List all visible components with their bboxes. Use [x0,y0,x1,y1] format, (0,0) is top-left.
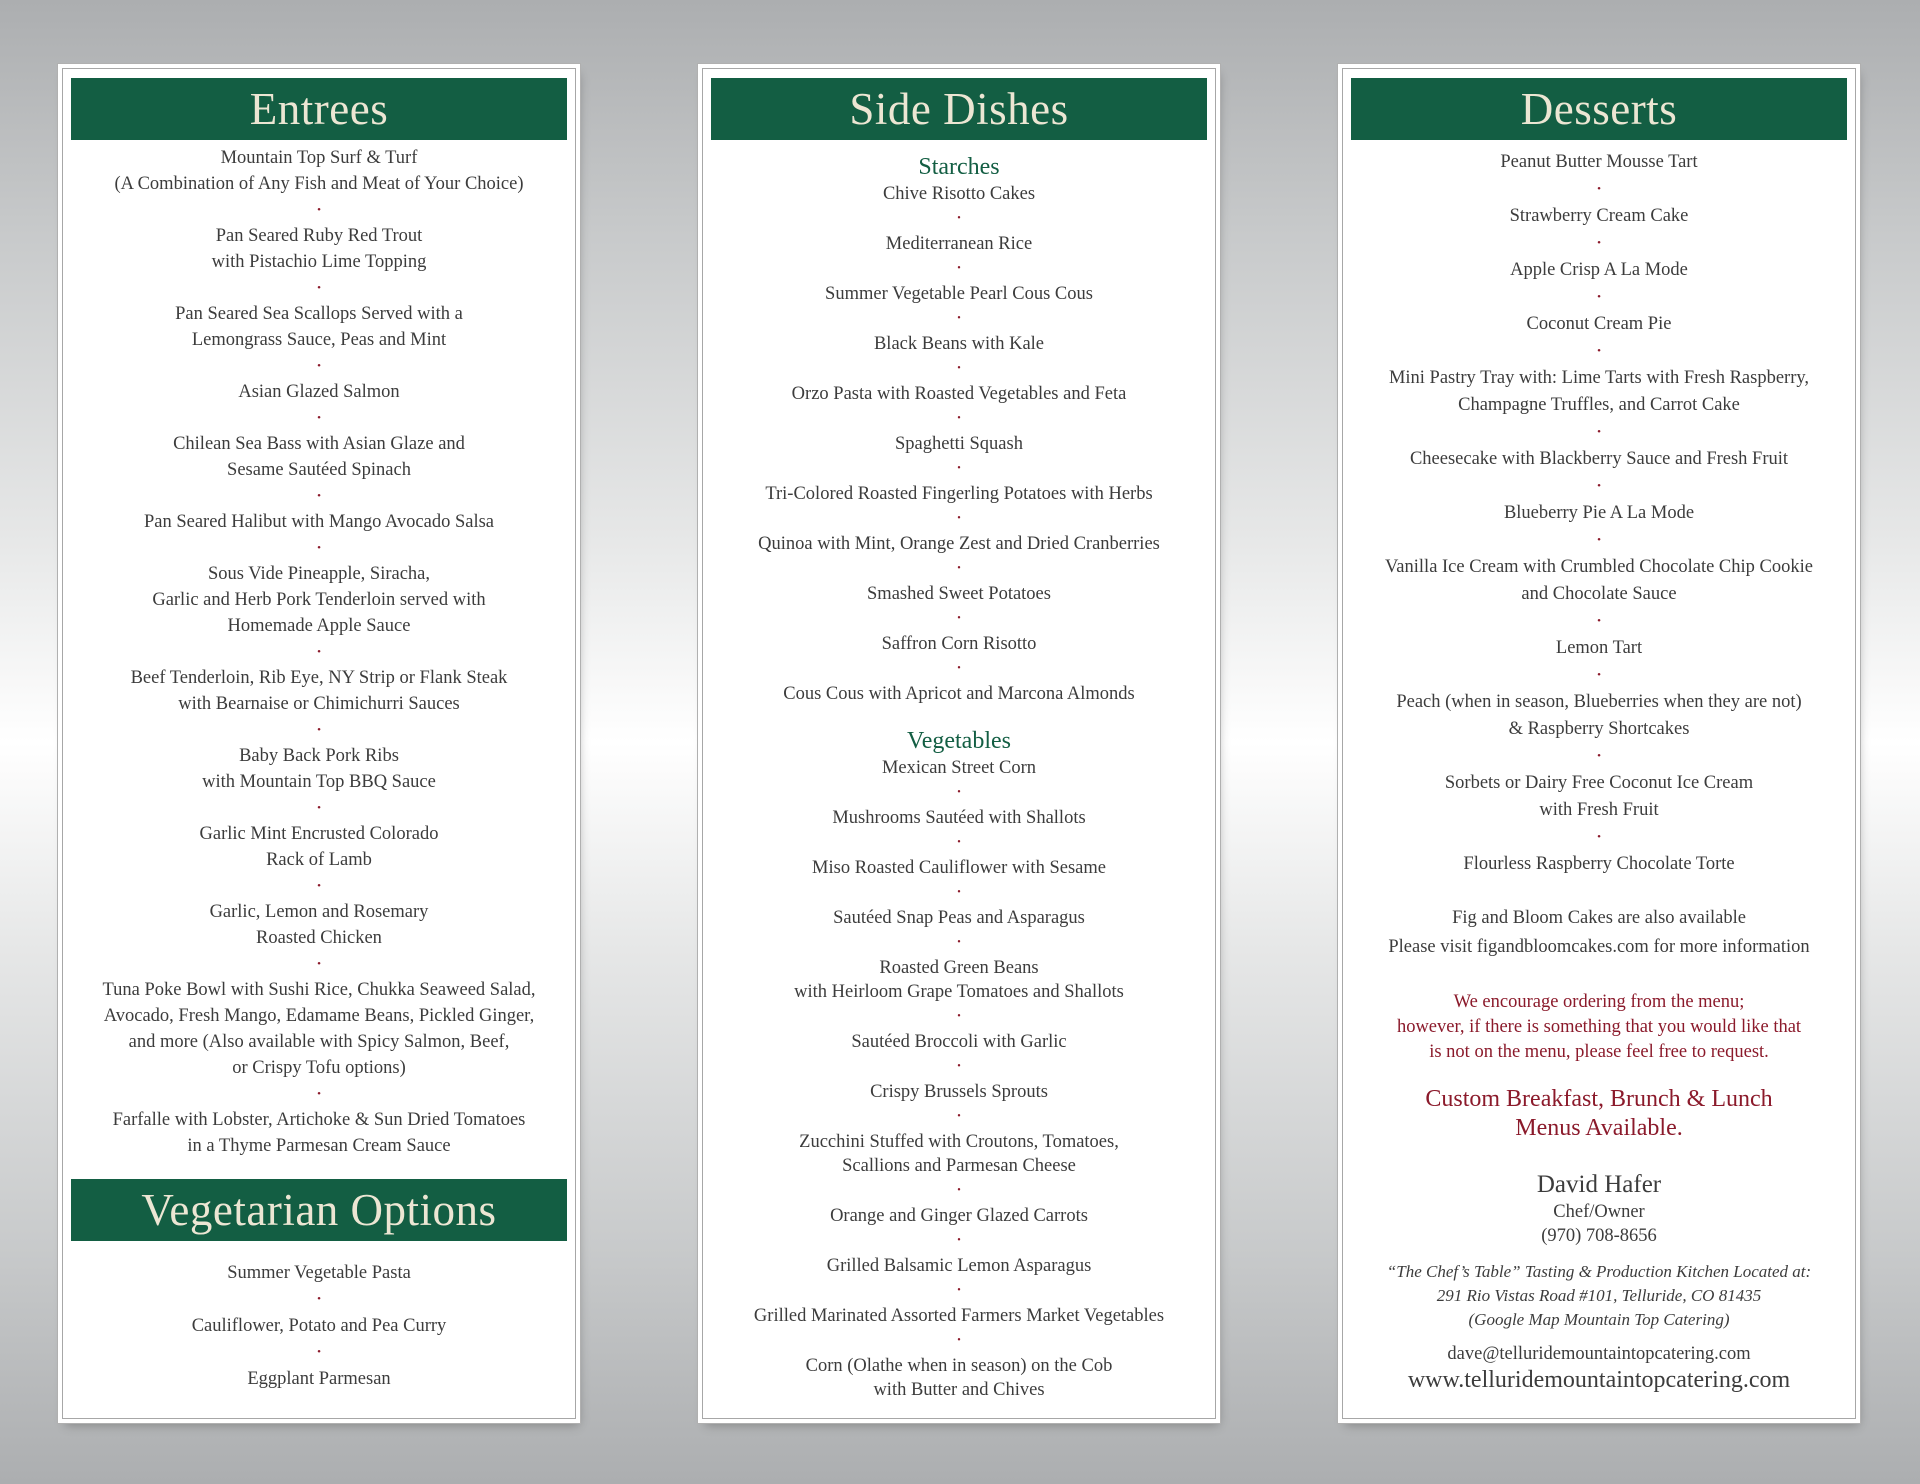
kitchen-line: “The Chef’s Table” Tasting & Production Kitchen Located at: [1386,1262,1812,1281]
menu-item-line: Saffron Corn Risotto [881,634,1037,654]
desserts-list [1343,140,1855,1394]
menu-item-line: Beef Tenderloin, Rib Eye, NY Strip or Flank Steak [130,668,508,688]
menu-item-line: Mini Pastry Tray with: Lime Tarts with Fresh Raspberry, [1388,368,1810,388]
menu-item [1355,554,1843,608]
menu-item [715,532,1203,556]
bullet-separator: • [957,413,961,424]
menu-item-line: in a Thyme Parmesan Cream Sauce [187,1136,451,1156]
side-dishes-title: Side Dishes [711,78,1207,140]
menu-item-line: Smashed Sweet Potatoes [867,584,1051,604]
ordering-note-line: however, if there is something that you would like that [1396,1017,1802,1037]
menu-item [715,806,1203,830]
bullet-separator: • [957,1235,961,1246]
menu-item [715,1204,1203,1228]
menu-item-line: Avocado, Fresh Mango, Edamame Beans, Pickled Ginger, [103,1006,535,1026]
menu-item-line: Roasted Green Beans [879,958,1039,978]
bullet-separator: • [957,513,961,524]
menu-item [715,682,1203,706]
bullet-separator: • [957,263,961,274]
bullet-separator: • [957,363,961,374]
kitchen-address [1355,1260,1843,1332]
menu-item-line: Champagne Truffles, and Carrot Cake [1458,395,1740,415]
chef-email: dave@telluridemountaintopcatering.com [1447,1344,1751,1364]
menu-item [75,1312,563,1340]
menu-item-line: Strawberry Cream Cake [1509,206,1689,226]
menu-item-line: & Raspberry Shortcakes [1508,719,1690,739]
menu-item-line: with Butter and Chives [873,1380,1045,1400]
menu-item-line: Mushrooms Sautéed with Shallots [832,808,1086,828]
menu-item-line: with Mountain Top BBQ Sauce [202,772,436,792]
menu-item-line: Apple Crisp A La Mode [1510,260,1688,280]
menu-item [75,1259,563,1287]
menu-item [715,956,1203,1004]
menu-item [1355,149,1843,176]
menu-item [715,182,1203,206]
menu-item-line: Mediterranean Rice [885,234,1033,254]
menu-item-line: Mexican Street Corn [881,758,1037,778]
menu-item [715,582,1203,606]
menu-item [75,665,563,717]
starches-heading: Starches [918,154,1000,180]
menu-item [1355,257,1843,284]
bullet-separator: • [317,724,321,736]
custom-menus-line: Custom Breakfast, Brunch & Lunch [1425,1086,1773,1112]
chef-role: Chef/Owner [1553,1202,1645,1222]
menu-item-line: Rack of Lamb [266,850,372,870]
menu-item-line: Orange and Ginger Glazed Carrots [830,1206,1088,1226]
bullet-separator: • [1597,183,1601,195]
menu-item-line: Garlic Mint Encrusted Colorado [199,824,439,844]
menu-item-line: Summer Vegetable Pearl Cous Cous [825,284,1093,304]
bullet-separator: • [957,313,961,324]
menu-item-line: Pan Seared Halibut with Mango Avocado Salsa [143,512,495,532]
menu-item-line: Sorbets or Dairy Free Coconut Ice Cream [1444,773,1754,793]
vegetables-list [715,756,1203,1402]
menu-item-line: Homemade Apple Sauce [227,616,411,636]
menu-item [1355,770,1843,824]
bullet-separator: • [1597,750,1601,762]
menu-item-line: with Pistachio Lime Topping [211,252,427,272]
menu-item-line: Cous Cous with Apricot and Marcona Almonds [783,684,1135,704]
bullet-separator: • [957,563,961,574]
menu-item [75,509,563,535]
bullet-separator: • [1597,615,1601,627]
menu-item-line: Cauliflower, Potato and Pea Curry [191,1316,447,1336]
menu-item [715,856,1203,880]
menu-item [715,1354,1203,1402]
menu-item [1355,635,1843,662]
bullet-separator: • [1597,669,1601,681]
menu-item-line: or Crispy Tofu options) [232,1058,406,1078]
menu-item-line: Orzo Pasta with Roasted Vegetables and Feta [791,384,1127,404]
menu-item [715,1030,1203,1054]
vegetarian-title: Vegetarian Options [71,1179,567,1241]
desserts-panel [1342,68,1856,1419]
bullet-separator: • [957,887,961,898]
menu-item-line: Sesame Sautéed Spinach [227,460,411,480]
menu-item [75,821,563,873]
menu-item-line: Lemon Tart [1555,638,1643,658]
bullet-separator: • [317,1346,321,1358]
menu-item [715,756,1203,780]
fig-and-bloom-link: Please visit figandbloomcakes.com for more information [1388,937,1810,957]
bullet-separator: • [1597,534,1601,546]
menu-item [1355,500,1843,527]
menu-item-line: Peach (when in season, Blueberries when they are not) [1396,692,1802,712]
bullet-separator: • [1597,426,1601,438]
entrees-panel [62,68,576,1419]
menu-item-line: (A Combination of Any Fish and Meat of Your Choice) [114,174,524,194]
menu-item-line: Zucchini Stuffed with Croutons, Tomatoes, [799,1132,1119,1152]
menu-item-line: Lemongrass Sauce, Peas and Mint [191,330,447,350]
bullet-separator: • [1597,345,1601,357]
menu-item-line: Pan Seared Ruby Red Trout [215,226,423,246]
bullet-separator: • [957,213,961,224]
menu-item [715,232,1203,256]
bullet-separator: • [1597,237,1601,249]
ordering-note-line: We encourage ordering from the menu; [1453,992,1745,1012]
menu-item-line: Sous Vide Pineapple, Siracha, [207,564,431,584]
bullet-separator: • [957,663,961,674]
menu-item-line: Pan Seared Sea Scallops Served with a [175,304,463,324]
bullet-separator: • [317,412,321,424]
chef-name: David Hafer [1536,1171,1662,1198]
fig-and-bloom-line: Fig and Bloom Cakes are also available [1452,908,1746,928]
menu-item-line: Chilean Sea Bass with Asian Glaze and [173,434,465,454]
menu-item [715,332,1203,356]
desserts-items [1355,149,1843,878]
menu-item-line: Quinoa with Mint, Orange Zest and Dried Cranberries [758,534,1160,554]
menu-item-line: Eggplant Parmesan [247,1369,391,1389]
vegetarian-list [63,1241,575,1393]
menu-item-line: with Bearnaise or Chimichurri Sauces [178,694,460,714]
bullet-separator: • [957,463,961,474]
menu-item-line: Scallions and Parmesan Cheese [842,1156,1076,1176]
bullet-separator: • [317,204,321,216]
menu-item [1355,446,1843,473]
menu-item-line: Asian Glazed Salmon [238,382,400,402]
menu-item-line: Grilled Balsamic Lemon Asparagus [826,1256,1092,1276]
menu-item [715,1304,1203,1328]
menu-item-line: Tuna Poke Bowl with Sushi Rice, Chukka Seaweed Salad, [102,980,536,1000]
menu-item-line: with Heirloom Grape Tomatoes and Shallots [794,982,1124,1002]
bullet-separator: • [317,542,321,554]
bullet-separator: • [317,880,321,892]
menu-item [715,282,1203,306]
bullet-separator: • [317,490,321,502]
bullet-separator: • [957,1185,961,1196]
bullet-separator: • [1597,291,1601,303]
menu-item [75,977,563,1081]
menu-item-line: Baby Back Pork Ribs [239,746,399,766]
menu-item-line: Black Beans with Kale [873,334,1045,354]
website: www.telluridemountaintopcatering.com [1407,1367,1791,1393]
menu-item-line: Tri-Colored Roasted Fingerling Potatoes with Herbs [765,484,1153,504]
bullet-separator: • [957,613,961,624]
menu-item [75,1107,563,1159]
menu-item [75,899,563,951]
bullet-separator: • [957,1061,961,1072]
menu-item-line: Sautéed Snap Peas and Asparagus [833,908,1085,928]
menu-item [1355,851,1843,878]
menu-item-line: Farfalle with Lobster, Artichoke & Sun Dried Tomatoes [112,1110,526,1130]
menu-item-line: with Fresh Fruit [1539,800,1659,820]
menu-item-line: Garlic and Herb Pork Tenderloin served with [152,590,486,610]
menu-item [715,1254,1203,1278]
custom-menus-note [1355,1085,1843,1143]
entrees-title: Entrees [71,78,567,140]
bullet-separator: • [317,646,321,658]
menu-item [75,379,563,405]
menu-item-line: Sautéed Broccoli with Garlic [851,1032,1067,1052]
kitchen-line: 291 Rio Vistas Road #101, Telluride, CO 81435 [1436,1286,1762,1305]
menu-item-line: Roasted Chicken [256,928,382,948]
vegetables-heading: Vegetables [907,728,1011,754]
chef-phone: (970) 708-8656 [1541,1226,1657,1246]
menu-item-line: Spaghetti Squash [895,434,1023,454]
menu-item [715,632,1203,656]
menu-item-line: Corn (Olathe when in season) on the Cob [805,1356,1113,1376]
bullet-separator: • [957,1011,961,1022]
bullet-separator: • [957,837,961,848]
bullet-separator: • [317,802,321,814]
bullet-separator: • [1597,831,1601,843]
menu-item [1355,689,1843,743]
menu-item [1355,365,1843,419]
ordering-note [1355,990,1843,1065]
menu-item-line: Garlic, Lemon and Rosemary [209,902,429,922]
menu-item [715,432,1203,456]
menu-item [75,1365,563,1393]
menu-item-line: Grilled Marinated Assorted Farmers Market Vegetables [753,1306,1165,1326]
bullet-separator: • [317,282,321,294]
bullet-separator: • [957,1111,961,1122]
menu-item [75,223,563,275]
side-dishes-list [703,140,1215,1402]
bullet-separator: • [317,1088,321,1100]
ordering-note-line: is not on the menu, please feel free to request. [1429,1042,1769,1062]
side-dishes-panel [702,68,1216,1419]
bullet-separator: • [317,1293,321,1305]
bullet-separator: • [957,1335,961,1346]
menu-item-line: Crispy Brussels Sprouts [870,1082,1048,1102]
menu-item [715,906,1203,930]
menu-item [715,382,1203,406]
menu-item-line: Flourless Raspberry Chocolate Torte [1463,854,1735,874]
menu-item-line: Miso Roasted Cauliflower with Sesame [812,858,1106,878]
menu-item [715,482,1203,506]
custom-menus-line: Menus Available. [1515,1115,1683,1141]
bullet-separator: • [317,958,321,970]
menu-item [1355,203,1843,230]
fig-and-bloom-note [1355,904,1843,962]
kitchen-line: (Google Map Mountain Top Catering) [1468,1310,1730,1329]
entrees-list [63,140,575,1159]
bullet-separator: • [957,1285,961,1296]
menu-item [1355,311,1843,338]
menu-item [715,1130,1203,1178]
menu-item-line: Cheesecake with Blackberry Sauce and Fresh Fruit [1409,449,1789,469]
starches-list [715,182,1203,706]
bullet-separator: • [317,360,321,372]
menu-item-line: Summer Vegetable Pasta [227,1263,411,1283]
menu-item-line: Blueberry Pie A La Mode [1503,503,1695,523]
desserts-title: Desserts [1351,78,1847,140]
menu-item [75,145,563,197]
menu-item-line: Peanut Butter Mousse Tart [1500,152,1698,172]
bullet-separator: • [1597,480,1601,492]
menu-item [715,1080,1203,1104]
menu-item-line: Chive Risotto Cakes [882,184,1036,204]
menu-item-line: Vanilla Ice Cream with Crumbled Chocolate Chip Cookie [1385,557,1813,577]
bullet-separator: • [957,787,961,798]
menu-item [75,431,563,483]
menu-item [75,743,563,795]
bullet-separator: • [957,937,961,948]
menu-item-line: and more (Also available with Spicy Salmon, Beef, [128,1032,510,1052]
menu-item-line: Coconut Cream Pie [1526,314,1672,334]
menu-item [75,301,563,353]
menu-item [75,561,563,639]
menu-item-line: Mountain Top Surf & Turf [220,148,418,168]
menu-item-line: and Chocolate Sauce [1521,584,1677,604]
